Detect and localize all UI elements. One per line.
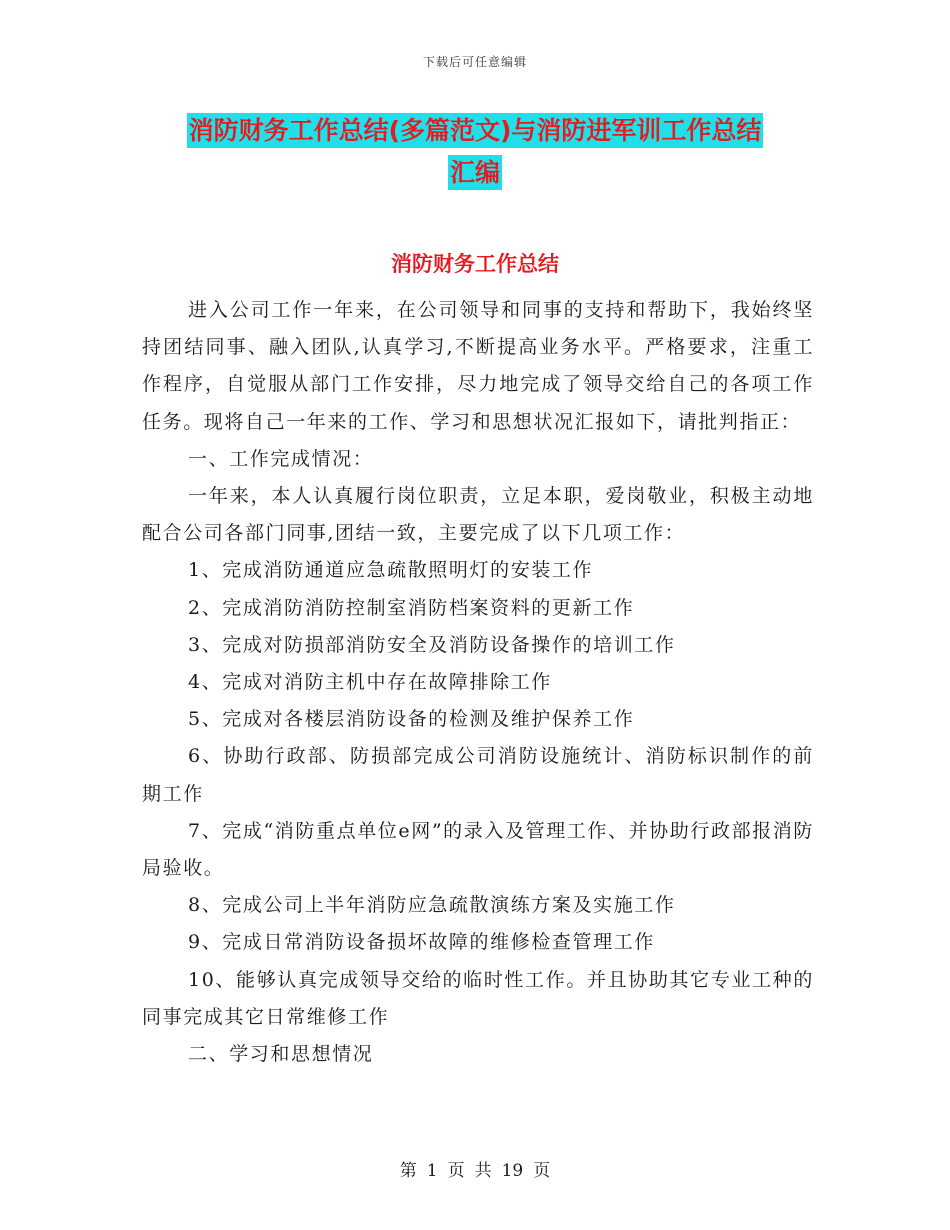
footer-label-di: 第 [399,1161,417,1181]
document-body [142,292,814,1073]
footer-label-ye: 页 [447,1161,465,1181]
list-item: 4、完成对消防主机中存在故障排除工作 [188,671,552,694]
list-item: 10、能够认真完成领导交给的临时性工作。并且协助其它专业工种的同事完成其它日常维修工作 [142,968,814,1028]
page-footer [0,1156,950,1181]
document-title [140,110,810,194]
section-title: 消防财务工作总结 [391,252,559,276]
document-title-line1: 消防财务工作总结(多篇范文)与消防进军训工作总结 [187,113,764,148]
list-item: 1、完成消防通道应急疏散照明灯的安装工作 [188,559,594,582]
list-item: 5、完成对各楼层消防设备的检测及维护保养工作 [188,708,635,731]
paragraph: 进入公司工作一年来，在公司领导和同事的支持和帮助下，我始终坚持团结同事、融入团队,认真学习,不断提高业务水平。严格要求，注重工作程序，自觉服从部门工作安排，尽力地完成了领导交给自己的各项工作任务。现将自己一年来的工作、学习和思想状况汇报如下，请批判指正： [142,299,814,433]
document-title-line2: 汇编 [448,155,502,190]
list-item: 7、完成“消防重点单位e网”的录入及管理工作、并协助行政部报消防局验收。 [142,819,814,880]
list-item: 2、完成消防消防控制室消防档案资料的更新工作 [188,596,635,619]
paragraph: 一、工作完成情况： [188,447,374,470]
footer-total-pages: 19 [501,1161,524,1181]
list-item: 9、完成日常消防设备损坏故障的维修检查管理工作 [188,931,655,954]
list-item: 6、协助行政部、防损部完成公司消防设施统计、消防标识制作的前期工作 [142,745,814,805]
paragraph: 二、学习和思想情况 [188,1043,374,1066]
footer-label-ye2: 页 [533,1161,551,1181]
paragraph: 一年来，本人认真履行岗位职责，立足本职，爱岗敬业，积极主动地配合公司各部门同事,团结一致，主要完成了以下几项工作： [142,485,814,545]
list-item: 8、完成公司上半年消防应急疏散演练方案及实施工作 [188,894,676,917]
footer-label-gong: 共 [474,1161,492,1181]
page-header-note: 下载后可任意编辑 [422,55,527,69]
list-item: 3、完成对防损部消防安全及消防设备操作的培训工作 [188,633,676,656]
footer-current-page: 1 [426,1161,438,1181]
